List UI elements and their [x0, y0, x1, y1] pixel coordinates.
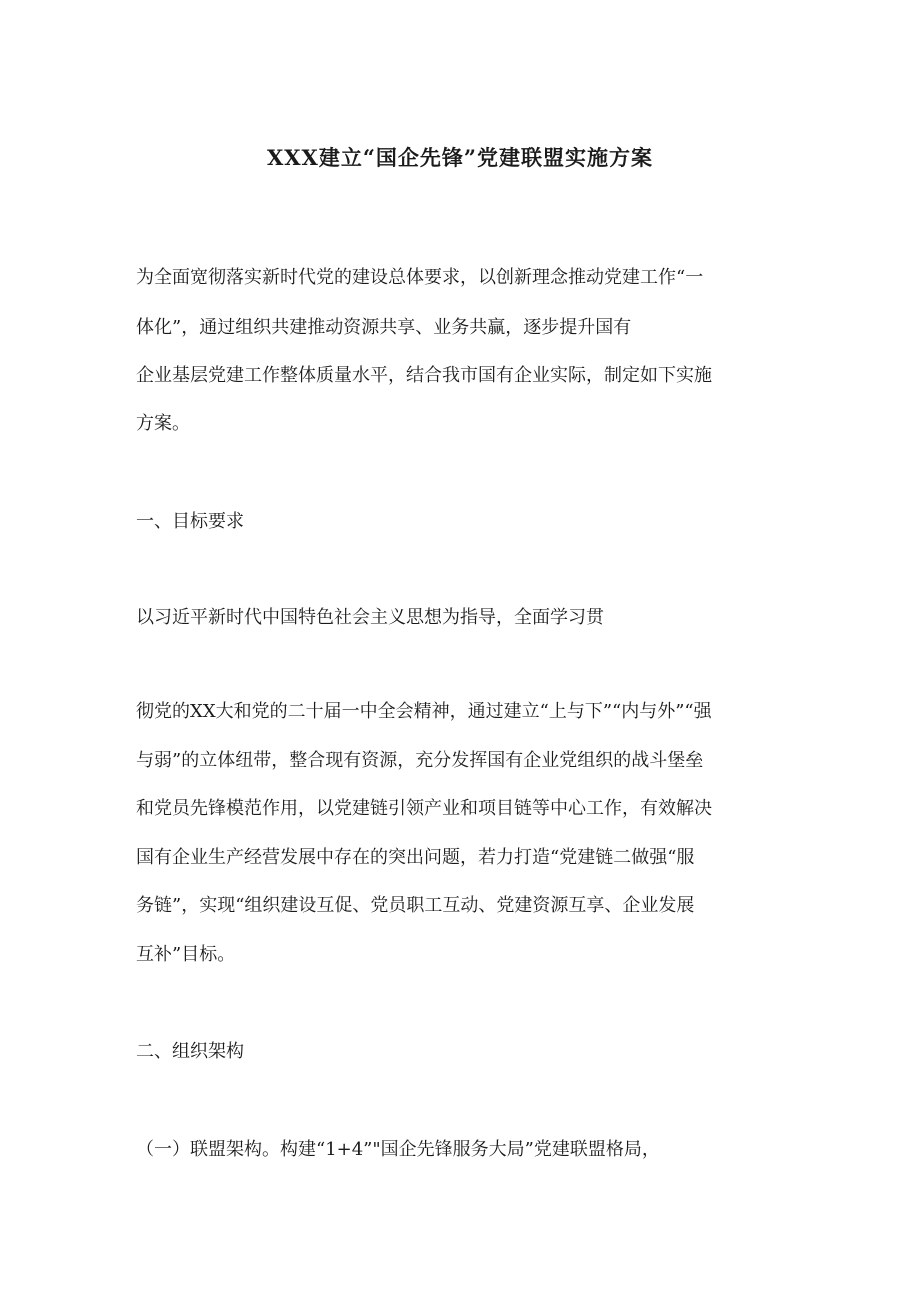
section1-line-5: 务链”，实现“组织建设互促、党员职工互动、党建资源互享、企业发展	[136, 895, 695, 916]
section1-line-2: 与弱”的立体纽带，整合现有资源，充分发挥国有企业党组织的战斗堡垒	[136, 750, 704, 771]
section1-lead: 以习近平新时代中国特色社会主义思想为指导，全面学习贯	[136, 607, 604, 628]
section1-line-1: 彻党的XX大和党的二十届一中全会精神，通过建立“上与下”“内与外”“强	[136, 701, 712, 722]
section1-line-6: 互补”目标。	[136, 944, 236, 965]
intro-line-1: 为全面宽彻落实新时代党的建设总体要求，以创新理念推动党建工作“一	[136, 267, 704, 288]
section1-heading: 一、目标要求	[136, 511, 244, 532]
document-title: XXX建立“国企先锋”党建联盟实施方案	[266, 145, 654, 170]
section2-lead: （一）联盟架构。构建“1+4”"国企先锋服务大局”党建联盟格局，	[136, 1139, 660, 1160]
intro-line-3: 企业基层党建工作整体质量水平，结合我市国有企业实际，制定如下实施	[136, 365, 712, 386]
intro-line-2: 体化”，通过组织共建推动资源共享、业务共赢，逐步提升国有	[136, 317, 632, 338]
section2-heading: 二、组织架构	[136, 1041, 244, 1062]
section1-line-4: 国有企业生产经营发展中存在的突出问题，若力打造“党建链二做强“服	[136, 847, 695, 868]
section1-line-3: 和党员先锋模范作用，以党建链引领产业和项目链等中心工作，有效解决	[136, 798, 712, 819]
intro-line-4: 方案。	[136, 413, 190, 434]
